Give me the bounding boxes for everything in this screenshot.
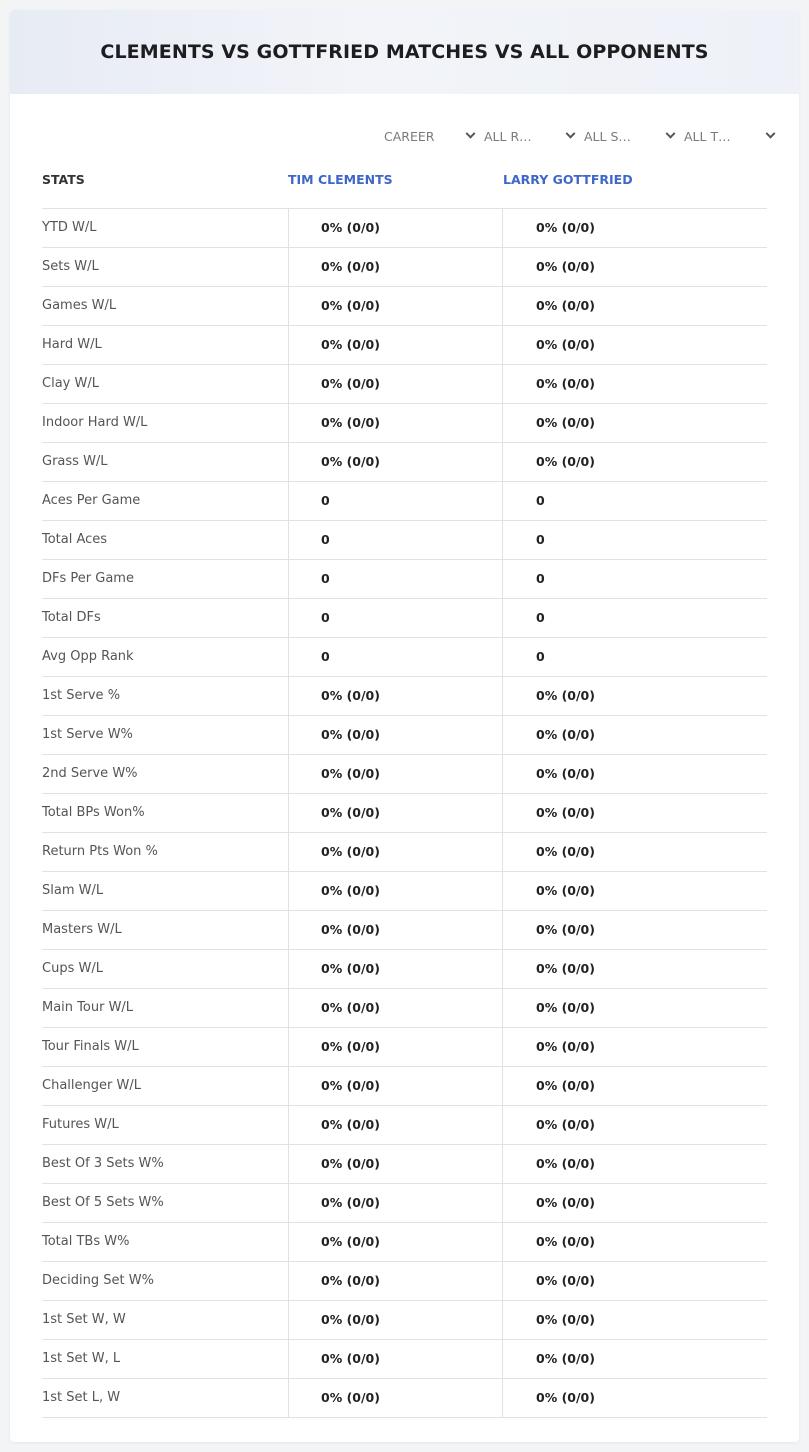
table-row [42, 677, 767, 716]
player1-stat-value: 0% (0/0) [288, 794, 503, 832]
stat-label: Sets W/L [42, 259, 99, 274]
player2-stat-value: 0 [502, 638, 767, 676]
stats-table [42, 160, 767, 1418]
player2-stat-value: 0% (0/0) [502, 1067, 767, 1105]
player1-stat-value: 0% (0/0) [288, 248, 503, 286]
tournament-filter-select[interactable] [680, 124, 780, 148]
table-row [42, 482, 767, 521]
chevron-down-icon [766, 128, 776, 138]
card-header [10, 10, 799, 94]
player2-stat-value: 0% (0/0) [502, 989, 767, 1027]
player2-stat-value: 0% (0/0) [502, 326, 767, 364]
player2-stat-value: 0% (0/0) [502, 443, 767, 481]
stat-label: Games W/L [42, 298, 117, 313]
player1-stat-value: 0% (0/0) [288, 1301, 503, 1339]
chevron-down-icon [666, 128, 676, 138]
stat-label: Futures W/L [42, 1117, 119, 1132]
period-filter-select[interactable] [380, 124, 480, 148]
stat-label: Best Of 3 Sets W% [42, 1156, 164, 1171]
table-row [42, 1184, 767, 1223]
stat-label: Aces Per Game [42, 493, 141, 508]
stats-card [10, 10, 799, 1442]
player2-stat-value: 0 [502, 599, 767, 637]
table-row [42, 1145, 767, 1184]
table-row [42, 989, 767, 1028]
stat-label: DFs Per Game [42, 571, 134, 586]
player1-stat-value: 0% (0/0) [288, 1223, 503, 1261]
filter-label: CAREER [384, 128, 435, 144]
player2-stat-value: 0% (0/0) [502, 209, 767, 247]
stat-label: 1st Set L, W [42, 1390, 121, 1405]
table-row [42, 365, 767, 404]
player1-stat-value: 0% (0/0) [288, 989, 503, 1027]
player2-stat-value: 0 [502, 560, 767, 598]
table-row [42, 209, 767, 248]
stat-label: Avg Opp Rank [42, 649, 134, 664]
stat-label: Challenger W/L [42, 1078, 141, 1093]
player1-stat-value: 0% (0/0) [288, 443, 503, 481]
player2-stat-value: 0% (0/0) [502, 833, 767, 871]
player2-stat-value: 0% (0/0) [502, 1184, 767, 1222]
table-row [42, 794, 767, 833]
player1-stat-value: 0 [288, 599, 503, 637]
table-row [42, 599, 767, 638]
stat-label: Cups W/L [42, 961, 103, 976]
player1-stat-value: 0% (0/0) [288, 1262, 503, 1300]
stat-label: 1st Set W, L [42, 1351, 121, 1366]
stat-label: Best Of 5 Sets W% [42, 1195, 164, 1210]
player2-stat-value: 0% (0/0) [502, 911, 767, 949]
stat-label: Clay W/L [42, 376, 99, 391]
filter-bar [380, 124, 780, 148]
player2-stat-value: 0% (0/0) [502, 248, 767, 286]
player1-stat-value: 0% (0/0) [288, 1340, 503, 1378]
stat-label: Masters W/L [42, 922, 122, 937]
chevron-down-icon [566, 128, 576, 138]
table-row [42, 1340, 767, 1379]
player1-stat-value: 0% (0/0) [288, 1145, 503, 1183]
stat-label: Total DFs [42, 610, 101, 625]
table-row [42, 521, 767, 560]
player2-stat-value: 0% (0/0) [502, 287, 767, 325]
player1-stat-value: 0% (0/0) [288, 950, 503, 988]
round-filter-select[interactable] [480, 124, 580, 148]
table-row [42, 560, 767, 599]
player2-stat-value: 0% (0/0) [502, 1106, 767, 1144]
table-row [42, 443, 767, 482]
table-body [42, 209, 767, 1418]
player2-stat-value: 0% (0/0) [502, 677, 767, 715]
table-row [42, 326, 767, 365]
player2-stat-value: 0% (0/0) [502, 1223, 767, 1261]
player1-stat-value: 0% (0/0) [288, 716, 503, 754]
stat-label: Slam W/L [42, 883, 104, 898]
stat-label: Return Pts Won % [42, 844, 158, 859]
stat-label: YTD W/L [42, 220, 97, 235]
stat-label: Deciding Set W% [42, 1273, 154, 1288]
chevron-down-icon [466, 128, 476, 138]
filter-label: ALL S… [584, 128, 631, 144]
player2-stat-value: 0% (0/0) [502, 1301, 767, 1339]
player1-stat-value: 0% (0/0) [288, 404, 503, 442]
stat-label: 1st Set W, W [42, 1312, 126, 1327]
table-row [42, 1379, 767, 1418]
player1-stat-value: 0% (0/0) [288, 677, 503, 715]
table-row [42, 1067, 767, 1106]
player1-link[interactable]: TIM CLEMENTS [288, 172, 393, 187]
filter-label: ALL T… [684, 128, 731, 144]
stat-label: Total Aces [42, 532, 108, 547]
stats-column-header: STATS [42, 172, 85, 187]
table-row [42, 1262, 767, 1301]
player1-stat-value: 0% (0/0) [288, 1184, 503, 1222]
stat-label: 1st Serve % [42, 688, 121, 703]
stat-label: Total TBs W% [42, 1234, 130, 1249]
table-row [42, 1028, 767, 1067]
stat-label: Grass W/L [42, 454, 108, 469]
player1-stat-value: 0% (0/0) [288, 911, 503, 949]
player2-stat-value: 0% (0/0) [502, 1028, 767, 1066]
table-row [42, 248, 767, 287]
table-row [42, 638, 767, 677]
player2-stat-value: 0% (0/0) [502, 716, 767, 754]
player2-link[interactable]: LARRY GOTTFRIED [503, 172, 633, 187]
player1-stat-value: 0% (0/0) [288, 1379, 503, 1417]
player2-stat-value: 0% (0/0) [502, 755, 767, 793]
table-row [42, 950, 767, 989]
player1-stat-value: 0 [288, 638, 503, 676]
player2-stat-value: 0% (0/0) [502, 794, 767, 832]
player1-stat-value: 0% (0/0) [288, 326, 503, 364]
player1-stat-value: 0 [288, 482, 503, 520]
player1-stat-value: 0% (0/0) [288, 1028, 503, 1066]
stat-label: Indoor Hard W/L [42, 415, 148, 430]
player2-stat-value: 0% (0/0) [502, 1379, 767, 1417]
player2-stat-value: 0% (0/0) [502, 950, 767, 988]
table-row [42, 716, 767, 755]
player2-stat-value: 0% (0/0) [502, 1340, 767, 1378]
table-row [42, 404, 767, 443]
player1-stat-value: 0% (0/0) [288, 209, 503, 247]
table-row [42, 911, 767, 950]
table-row [42, 1301, 767, 1340]
player1-stat-value: 0% (0/0) [288, 365, 503, 403]
player1-stat-value: 0 [288, 521, 503, 559]
table-row [42, 755, 767, 794]
player2-stat-value: 0% (0/0) [502, 365, 767, 403]
player1-stat-value: 0% (0/0) [288, 1106, 503, 1144]
table-header [42, 160, 767, 209]
table-row [42, 1106, 767, 1145]
player2-stat-value: 0 [502, 521, 767, 559]
player2-stat-value: 0% (0/0) [502, 1262, 767, 1300]
player1-stat-value: 0% (0/0) [288, 755, 503, 793]
stat-label: Total BPs Won% [42, 805, 145, 820]
player2-stat-value: 0% (0/0) [502, 404, 767, 442]
player1-stat-value: 0% (0/0) [288, 872, 503, 910]
stat-label: 2nd Serve W% [42, 766, 138, 781]
player1-stat-value: 0% (0/0) [288, 833, 503, 871]
player2-stat-value: 0% (0/0) [502, 872, 767, 910]
table-row [42, 833, 767, 872]
stat-label: Tour Finals W/L [42, 1039, 139, 1054]
player2-stat-value: 0 [502, 482, 767, 520]
stat-label: Main Tour W/L [42, 1000, 134, 1015]
player1-stat-value: 0% (0/0) [288, 1067, 503, 1105]
stat-label: 1st Serve W% [42, 727, 133, 742]
filter-label: ALL R… [484, 128, 532, 144]
table-row [42, 872, 767, 911]
player2-stat-value: 0% (0/0) [502, 1145, 767, 1183]
surface-filter-select[interactable] [580, 124, 680, 148]
player1-stat-value: 0 [288, 560, 503, 598]
table-row [42, 287, 767, 326]
table-row [42, 1223, 767, 1262]
player1-stat-value: 0% (0/0) [288, 287, 503, 325]
page-title: CLEMENTS VS GOTTFRIED MATCHES VS ALL OPPONENTS [100, 41, 709, 63]
stat-label: Hard W/L [42, 337, 102, 352]
